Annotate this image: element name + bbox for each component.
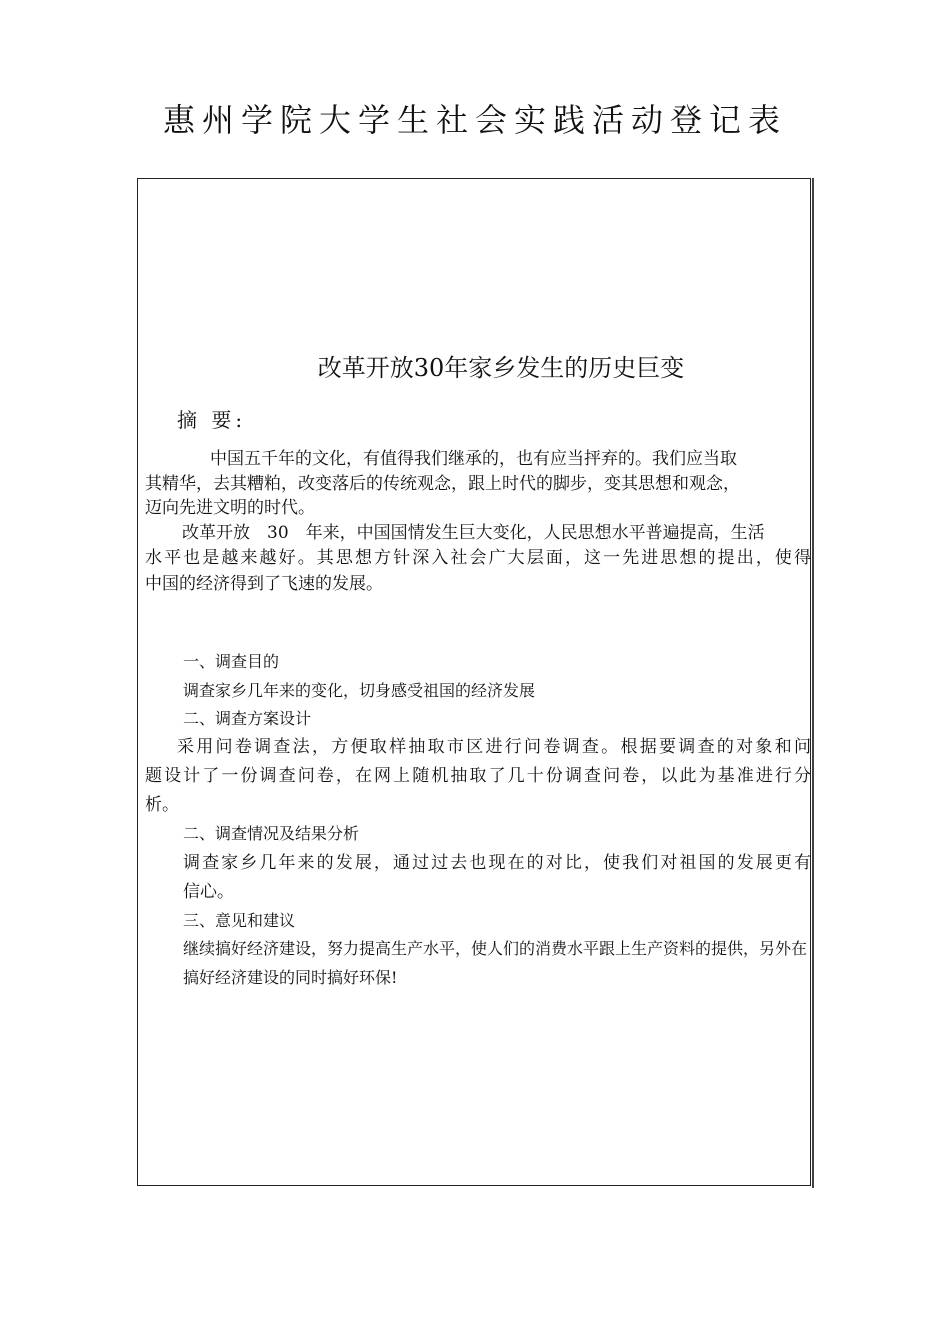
section-text: 调查家乡几年来的发展，通过过去也现在的对比，使我们对祖国的发展更有 [183, 853, 811, 873]
section-heading: 二、调查方案设计 [183, 709, 312, 728]
abstract-label: 摘 要: [177, 408, 247, 432]
document-title: 惠州学院大学生社会实践活动登记表 [162, 101, 787, 139]
report-title: 改革开放30年家乡发生的历史巨变 [317, 354, 685, 382]
section-text: 搞好经济建设的同时搞好环保! [183, 968, 398, 987]
section-text: 继续搞好经济建设，努力提高生产水平，使人们的消费水平跟上生产资料的提供，另外在 [183, 939, 808, 958]
section-heading: 二、调查情况及结果分析 [183, 824, 360, 843]
section-heading: 一、调查目的 [183, 652, 280, 671]
abstract-line: 其精华，去其糟粕，改变落后的传统观念，跟上时代的脚步，变其思想和观念， [145, 474, 740, 494]
section-text: 题设计了一份调查问卷，在网上随机抽取了几十份调查问卷，以此为基准进行分 [145, 766, 811, 786]
abstract-line: 水平也是越来越好。其思想方针深入社会广大层面，这一先进思想的提出，使得 [145, 548, 811, 568]
section-text: 调查家乡几年来的变化，切身感受祖国的经济发展 [183, 681, 536, 700]
abstract-line: 迈向先进文明的时代。 [145, 498, 315, 518]
section-text: 采用问卷调查法，方便取样抽取市区进行问卷调查。根据要调查的对象和问 [177, 737, 811, 757]
abstract-line: 改革开放 30 年来，中国国情发生巨大变化，人民思想水平普遍提高，生活 [182, 523, 765, 543]
section-text: 析。 [145, 795, 179, 815]
frame-shadow-line [812, 178, 814, 1188]
section-heading: 三、意见和建议 [183, 911, 296, 930]
section-text: 信心。 [183, 882, 234, 902]
abstract-line: 中国五千年的文化，有值得我们继承的，也有应当抨弃的。我们应当取 [210, 449, 737, 469]
abstract-line: 中国的经济得到了飞速的发展。 [145, 574, 383, 594]
